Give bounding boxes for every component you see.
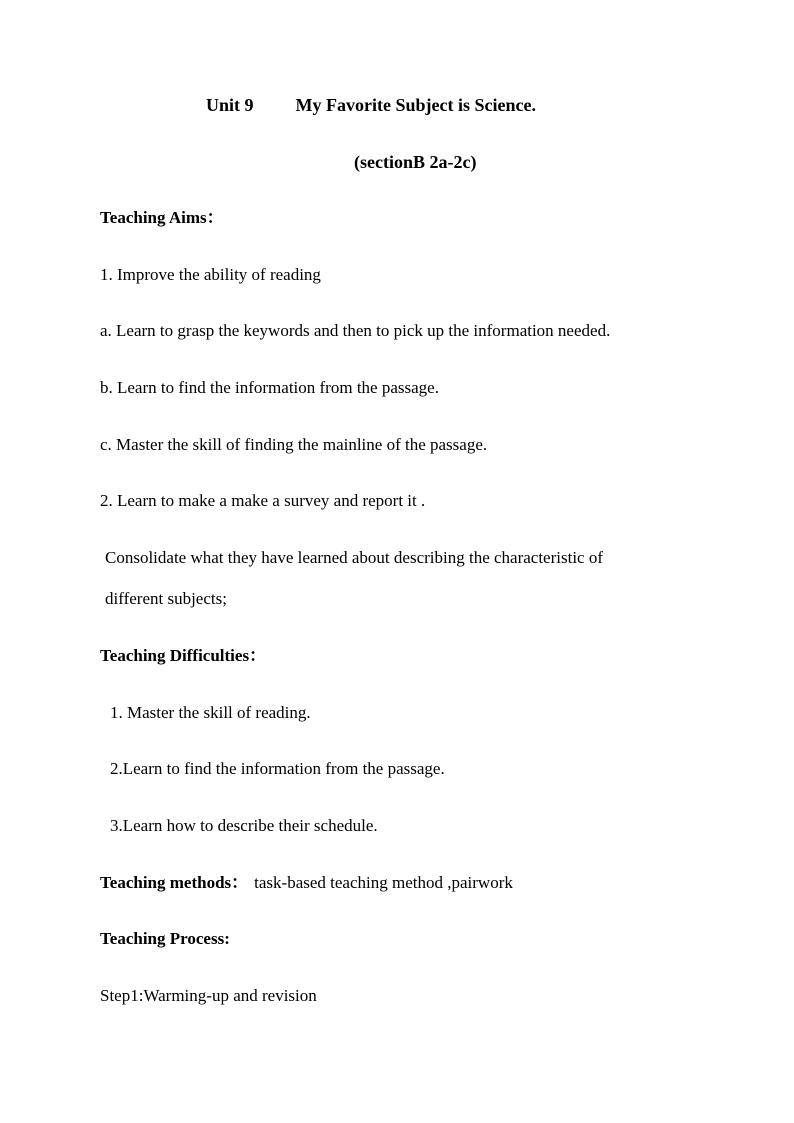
difficulties-heading: Teaching Difficulties：	[100, 646, 267, 665]
difficulties-item: 1. Master the skill of reading.	[110, 703, 311, 722]
unit-heading: My Favorite Subject is Science.	[295, 95, 536, 115]
methods-line	[100, 872, 513, 894]
page-title	[206, 94, 536, 116]
aims-heading: Teaching Aims：	[100, 208, 224, 227]
aims-item: different subjects;	[105, 589, 227, 608]
aims-item: c. Master the skill of finding the mainline of the passage.	[100, 435, 488, 454]
process-step-1: Step1:Warming-up and revision	[100, 986, 317, 1005]
aims-item: b. Learn to find the information from the passage.	[100, 378, 439, 397]
methods-text: task-based teaching method ,pairwork	[254, 873, 513, 892]
aims-item: Consolidate what they have learned about describing the characteristic of	[105, 548, 604, 567]
difficulties-item: 2.Learn to find the information from the passage.	[110, 759, 445, 778]
process-heading: Teaching Process:	[100, 929, 230, 948]
aims-item: 1. Improve the ability of reading	[100, 265, 321, 284]
section-subtitle: (sectionB 2a-2c)	[354, 152, 477, 172]
difficulties-item: 3.Learn how to describe their schedule.	[110, 816, 378, 835]
unit-number: Unit 9	[206, 95, 254, 115]
methods-heading: Teaching methods：	[100, 873, 249, 892]
aims-item: 2. Learn to make a make a survey and report it .	[100, 491, 426, 510]
aims-item: a. Learn to grasp the keywords and then to pick up the information needed.	[100, 321, 611, 340]
